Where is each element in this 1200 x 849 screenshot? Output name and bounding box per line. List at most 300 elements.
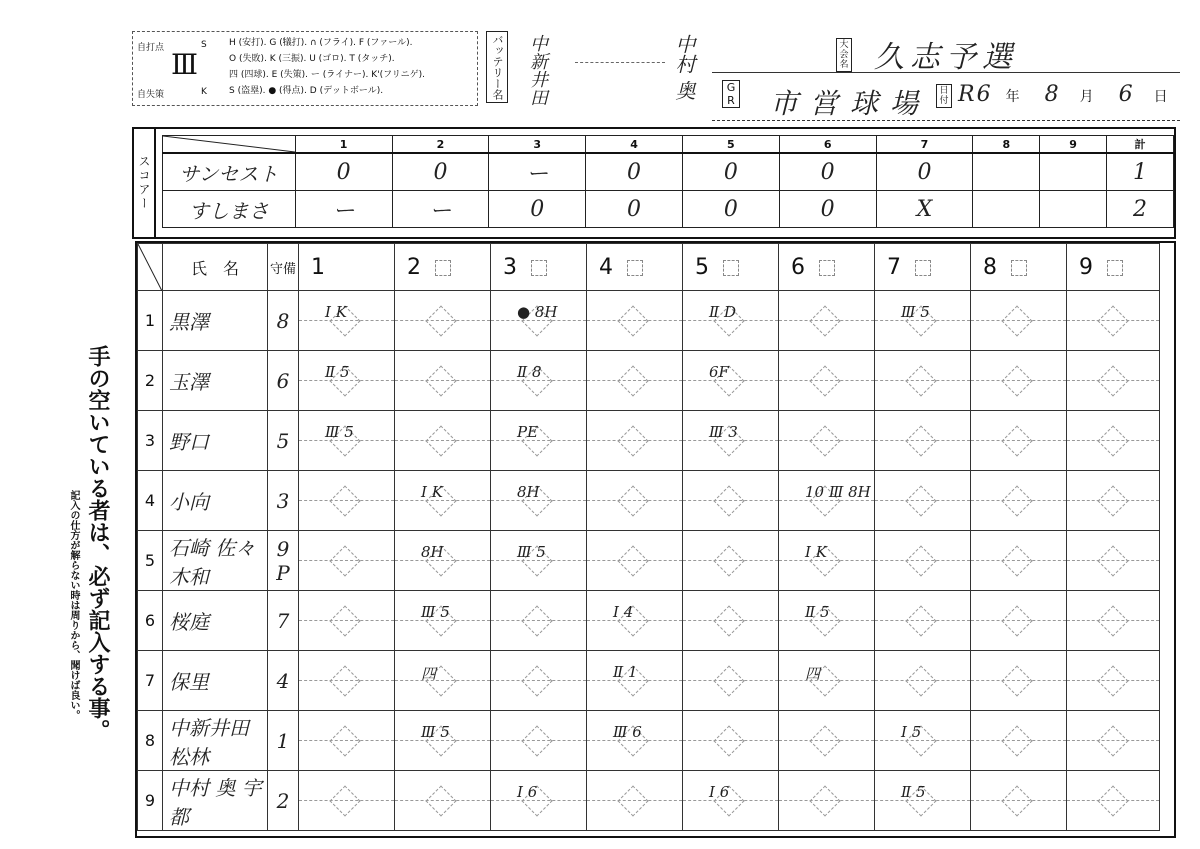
inning-col-header [779,244,875,291]
at-bat-cell[interactable] [683,771,779,831]
at-bat-result: Ⅰ 6 [709,783,730,801]
at-bat-result: Ⅱ 5 [325,363,350,381]
inning-header: 5 [682,136,779,154]
at-bat-cell[interactable] [1067,591,1160,651]
player-name: 中新井田 松林 [163,711,268,771]
base-diamond [1001,605,1032,636]
base-diamond [905,365,936,396]
base-diamond [329,545,360,576]
at-bat-cell[interactable] [587,711,683,771]
at-bat-cell[interactable] [875,411,971,471]
base-diamond [713,485,744,516]
date-line [958,82,1168,107]
scoreboard-table [162,135,1174,228]
player-name: 野口 [163,411,268,471]
at-bat-cell[interactable] [779,711,875,771]
inning-col-header [683,244,779,291]
header-rule-2 [712,120,1180,121]
legend-s-label: S [201,40,207,50]
base-diamond [713,545,744,576]
base-diamond [617,545,648,576]
at-bat-result: Ⅲ 3 [709,423,738,441]
at-bat-cell[interactable] [875,351,971,411]
base-diamond [329,725,360,756]
inning-score [1040,191,1107,228]
at-bat-cell[interactable] [587,351,683,411]
tournament-name: 久志予選 [874,40,1018,75]
date-day-unit: 日 [1153,89,1168,105]
inning-col-label: 9 [1079,254,1093,280]
at-bat-cell[interactable] [395,411,491,471]
base-diamond [713,665,744,696]
lineup-row [138,771,1160,831]
at-bat-cell[interactable] [683,711,779,771]
player-position: 7 [268,591,299,651]
at-bat-cell[interactable] [587,471,683,531]
inning-col-label: 3 [503,254,517,280]
inning-header: 4 [586,136,683,154]
at-bat-cell[interactable] [971,711,1067,771]
inning-checkbox[interactable] [627,260,643,276]
at-bat-cell[interactable] [683,591,779,651]
base-diamond [521,725,552,756]
base-diamond [1001,785,1032,816]
lineup-table [137,243,1160,831]
at-bat-cell[interactable] [395,351,491,411]
at-bat-cell[interactable] [395,471,491,531]
at-bat-cell[interactable] [587,591,683,651]
base-diamond [1001,365,1032,396]
player-position: 5 [268,411,299,471]
base-diamond [809,365,840,396]
base-diamond [329,485,360,516]
inning-header: 3 [489,136,586,154]
lineup-row [138,291,1160,351]
scoreboard-corner [163,136,296,154]
base-diamond [1097,665,1128,696]
base-diamond [425,365,456,396]
base-diamond [1097,425,1128,456]
player-name: 桜庭 [163,591,268,651]
at-bat-result: Ⅰ 4 [613,603,634,621]
at-bat-result: Ⅱ 8 [517,363,542,381]
inning-header: 7 [876,136,973,154]
at-bat-result: PE [517,423,539,441]
at-bat-cell[interactable] [875,591,971,651]
at-bat-result: 8H [517,483,540,501]
inning-score: 0 [295,153,392,191]
base-diamond [617,485,648,516]
at-bat-result: ● 8H [517,303,558,321]
at-bat-cell[interactable] [299,471,395,531]
base-diamond [1001,305,1032,336]
at-bat-cell[interactable] [299,531,395,591]
batting-order: 3 [138,411,163,471]
at-bat-cell[interactable] [779,291,875,351]
inning-score: X [876,191,973,228]
player-position: 4 [268,651,299,711]
batting-order: 1 [138,291,163,351]
inning-header: 8 [973,136,1040,154]
at-bat-cell[interactable] [971,651,1067,711]
inning-checkbox[interactable] [819,260,835,276]
at-bat-cell[interactable] [779,591,875,651]
batting-order: 5 [138,531,163,591]
player-position: 2 [268,771,299,831]
at-bat-cell[interactable] [491,351,587,411]
at-bat-cell[interactable] [491,531,587,591]
inning-score: 0 [586,153,683,191]
at-bat-cell[interactable] [875,711,971,771]
legend-code-line: 四 (四球). E (失策). ー (ライナー). K'(フリニゲ). [229,70,425,80]
position-header: 守備 [268,244,299,291]
legend-error-label: 自失策 [137,90,165,100]
team-row [163,191,1174,228]
at-bat-result: Ⅱ 5 [805,603,830,621]
at-bat-cell[interactable] [971,771,1067,831]
base-diamond [521,605,552,636]
legend-box [132,31,478,106]
batting-order: 2 [138,351,163,411]
battery-catcher: 中村 奥 [672,34,696,101]
inning-col-header [491,244,587,291]
team-total: 2 [1107,191,1174,228]
legend-code-line: S (盗塁). ● (得点). D (デットボール). [229,86,384,96]
at-bat-result: 四 [421,665,437,683]
at-bat-cell[interactable] [683,531,779,591]
base-diamond [1001,665,1032,696]
at-bat-result: Ⅰ K [325,303,347,321]
at-bat-result: Ⅰ K [805,543,827,561]
battery-label: バッテリー名 [486,31,508,103]
at-bat-cell[interactable] [299,351,395,411]
at-bat-cell[interactable] [971,291,1067,351]
base-diamond [1097,605,1128,636]
team-name: サンセスト [163,153,296,191]
at-bat-cell[interactable] [779,471,875,531]
date-label-box [936,84,952,108]
at-bat-cell[interactable] [1067,771,1160,831]
battery-pitcher: 中新井田 [527,34,548,106]
base-diamond [1001,725,1032,756]
base-diamond [1097,545,1128,576]
at-bat-cell[interactable] [395,591,491,651]
at-bat-cell[interactable] [779,651,875,711]
at-bat-result: Ⅲ 5 [517,543,546,561]
at-bat-cell[interactable] [299,771,395,831]
at-bat-cell[interactable] [971,351,1067,411]
lineup-row [138,471,1160,531]
at-bat-cell[interactable] [587,531,683,591]
player-name: 黒澤 [163,291,268,351]
inning-score: ー [295,191,392,228]
player-name: 石崎 佐々木和 [163,531,268,591]
team-total: 1 [1107,153,1174,191]
inning-col-header [971,244,1067,291]
inning-header: 2 [392,136,489,154]
at-bat-cell[interactable] [1067,471,1160,531]
team-row [163,153,1174,191]
batting-order: 4 [138,471,163,531]
at-bat-result: Ⅱ 5 [901,783,926,801]
base-diamond [713,605,744,636]
at-bat-cell[interactable] [1067,351,1160,411]
inning-col-header [1067,244,1160,291]
at-bat-result: Ⅲ 5 [901,303,930,321]
base-diamond [1001,425,1032,456]
player-position: 6 [268,351,299,411]
base-diamond [1097,785,1128,816]
inning-header: 9 [1040,136,1107,154]
inning-checkbox[interactable] [1107,260,1123,276]
scoreboard [132,127,1176,239]
lineup-corner [138,244,163,291]
date-label: 日付 [936,84,952,108]
inning-score [973,191,1040,228]
at-bat-result: 四 [805,665,821,683]
at-bat-cell[interactable] [1067,651,1160,711]
ground-label-r: R [727,94,735,107]
inning-checkbox[interactable] [1011,260,1027,276]
inning-checkbox[interactable] [915,260,931,276]
at-bat-result: Ⅰ K [421,483,443,501]
team-name: すしまさ [163,191,296,228]
at-bat-cell[interactable] [779,411,875,471]
base-diamond [713,725,744,756]
at-bat-result: Ⅲ 5 [421,603,450,621]
lineup-corner-diagonal [138,244,162,291]
at-bat-cell[interactable] [683,351,779,411]
lineup-row [138,351,1160,411]
instruction-sub: 記入の仕方が解らない時は周りから、聞けば良い。 [68,490,79,720]
at-bat-cell[interactable] [971,471,1067,531]
at-bat-cell[interactable] [299,591,395,651]
at-bat-cell[interactable] [491,411,587,471]
date-era: R [958,82,975,107]
inning-score [1040,153,1107,191]
legend-code-line: H (安打). G (犠打). ∩ (フライ). F (ファール). [229,38,413,48]
inning-score: ー [489,153,586,191]
inning-score: 0 [876,153,973,191]
legend-numeral: Ⅲ [171,48,199,81]
base-diamond [905,485,936,516]
inning-col-header [587,244,683,291]
lineup-row [138,411,1160,471]
ground-label-box [722,80,740,108]
lineup-body [138,291,1160,831]
base-diamond [425,785,456,816]
base-diamond [905,545,936,576]
at-bat-cell[interactable] [491,291,587,351]
at-bat-result: Ⅲ 5 [325,423,354,441]
inning-header: 1 [295,136,392,154]
at-bat-cell[interactable] [395,771,491,831]
legend-rbi-label: 自打点 [137,43,165,53]
inning-checkbox[interactable] [435,260,451,276]
base-diamond [617,425,648,456]
inning-col-label: 6 [791,254,805,280]
base-diamond [809,425,840,456]
at-bat-result: 10 Ⅲ 8H [805,483,871,501]
at-bat-cell[interactable] [491,591,587,651]
tournament-label: 大会名 [836,38,852,72]
batting-order: 9 [138,771,163,831]
at-bat-cell[interactable] [395,651,491,711]
at-bat-cell[interactable] [683,471,779,531]
at-bat-cell[interactable] [491,651,587,711]
base-diamond [521,665,552,696]
at-bat-cell[interactable] [395,531,491,591]
at-bat-result: Ⅱ 1 [613,663,638,681]
at-bat-cell[interactable] [587,771,683,831]
at-bat-cell[interactable] [491,471,587,531]
at-bat-cell[interactable] [875,531,971,591]
at-bat-cell[interactable] [779,771,875,831]
at-bat-cell[interactable] [971,411,1067,471]
player-position: 9 P [268,531,299,591]
at-bat-cell[interactable] [491,771,587,831]
at-bat-cell[interactable] [971,531,1067,591]
inning-col-label: 1 [311,254,325,280]
base-diamond [425,425,456,456]
inning-score: 0 [489,191,586,228]
inning-col-label: 5 [695,254,709,280]
header-rule [712,72,1180,73]
base-diamond [1001,545,1032,576]
base-diamond [1097,725,1128,756]
inning-score: 0 [779,191,876,228]
legend-k-label: K [201,87,207,97]
at-bat-cell[interactable] [299,651,395,711]
base-diamond [617,785,648,816]
lineup-row [138,531,1160,591]
base-diamond [905,665,936,696]
player-name: 中村 奥 宇都 [163,771,268,831]
scoreboard-header-row [163,136,1174,154]
corner-diagonal [163,136,295,152]
player-name: 玉澤 [163,351,268,411]
base-diamond [1097,485,1128,516]
at-bat-result: Ⅰ 6 [517,783,538,801]
at-bat-cell[interactable] [683,411,779,471]
ground-label-g: G [726,81,736,94]
at-bat-cell[interactable] [875,651,971,711]
inning-checkbox[interactable] [723,260,739,276]
at-bat-cell[interactable] [1067,531,1160,591]
inning-score: 0 [586,191,683,228]
base-diamond [1001,485,1032,516]
lineup-row [138,651,1160,711]
base-diamond [425,305,456,336]
inning-col-header [395,244,491,291]
lineup-row [138,591,1160,651]
inning-col-header [875,244,971,291]
at-bat-cell[interactable] [395,291,491,351]
date-month: 8 [1044,82,1059,107]
ground-name: 市営球場 [770,87,931,120]
at-bat-cell[interactable] [1067,711,1160,771]
total-header: 計 [1107,136,1174,154]
inning-score: ー [392,191,489,228]
base-diamond [809,305,840,336]
base-diamond [905,605,936,636]
at-bat-cell[interactable] [491,711,587,771]
inning-col-header [299,244,395,291]
base-diamond [809,725,840,756]
at-bat-result: Ⅰ 5 [901,723,922,741]
legend-code-line: O (失敗). K (三振). U (ゴロ). T (タッチ). [229,54,395,64]
at-bat-cell[interactable] [875,471,971,531]
inning-score: 0 [682,191,779,228]
at-bat-cell[interactable] [299,711,395,771]
inning-col-label: 7 [887,254,901,280]
name-header: 氏 名 [163,244,268,291]
battery-divider [575,62,665,63]
inning-checkbox[interactable] [531,260,547,276]
base-diamond [1097,365,1128,396]
at-bat-cell[interactable] [875,771,971,831]
at-bat-result: Ⅱ D [709,303,736,321]
base-diamond [329,665,360,696]
player-position: 8 [268,291,299,351]
at-bat-cell[interactable] [1067,291,1160,351]
base-diamond [617,305,648,336]
at-bat-cell[interactable] [299,291,395,351]
batting-order: 8 [138,711,163,771]
base-diamond [809,785,840,816]
at-bat-cell[interactable] [779,531,875,591]
instruction-main: 手の空いている者は、必ず記入する事。 [85,345,110,741]
base-diamond [905,425,936,456]
inning-col-label: 2 [407,254,421,280]
date-year-unit: 年 [1005,89,1020,105]
base-diamond [329,605,360,636]
player-name: 保里 [163,651,268,711]
at-bat-cell[interactable] [299,411,395,471]
at-bat-cell[interactable] [971,591,1067,651]
base-diamond [617,365,648,396]
date-month-unit: 月 [1079,89,1094,105]
at-bat-cell[interactable] [587,651,683,711]
inning-header: 6 [779,136,876,154]
at-bat-cell[interactable] [1067,411,1160,471]
base-diamond [329,785,360,816]
batting-order: 7 [138,651,163,711]
at-bat-cell[interactable] [779,351,875,411]
inning-score [973,153,1040,191]
at-bat-cell[interactable] [875,291,971,351]
at-bat-cell[interactable] [683,651,779,711]
player-name: 小向 [163,471,268,531]
base-diamond [1097,305,1128,336]
at-bat-cell[interactable] [587,411,683,471]
lineup-row [138,711,1160,771]
at-bat-cell[interactable] [395,711,491,771]
inning-score: 0 [682,153,779,191]
batting-order: 6 [138,591,163,651]
player-position: 1 [268,711,299,771]
inning-col-label: 8 [983,254,997,280]
inning-col-label: 4 [599,254,613,280]
at-bat-cell[interactable] [683,291,779,351]
at-bat-cell[interactable] [587,291,683,351]
lineup-header-row [138,244,1160,291]
date-day: 6 [1118,82,1133,107]
tournament-label-box [836,38,852,72]
at-bat-result: 8H [421,543,444,561]
inning-score: 0 [779,153,876,191]
inning-score: 0 [392,153,489,191]
